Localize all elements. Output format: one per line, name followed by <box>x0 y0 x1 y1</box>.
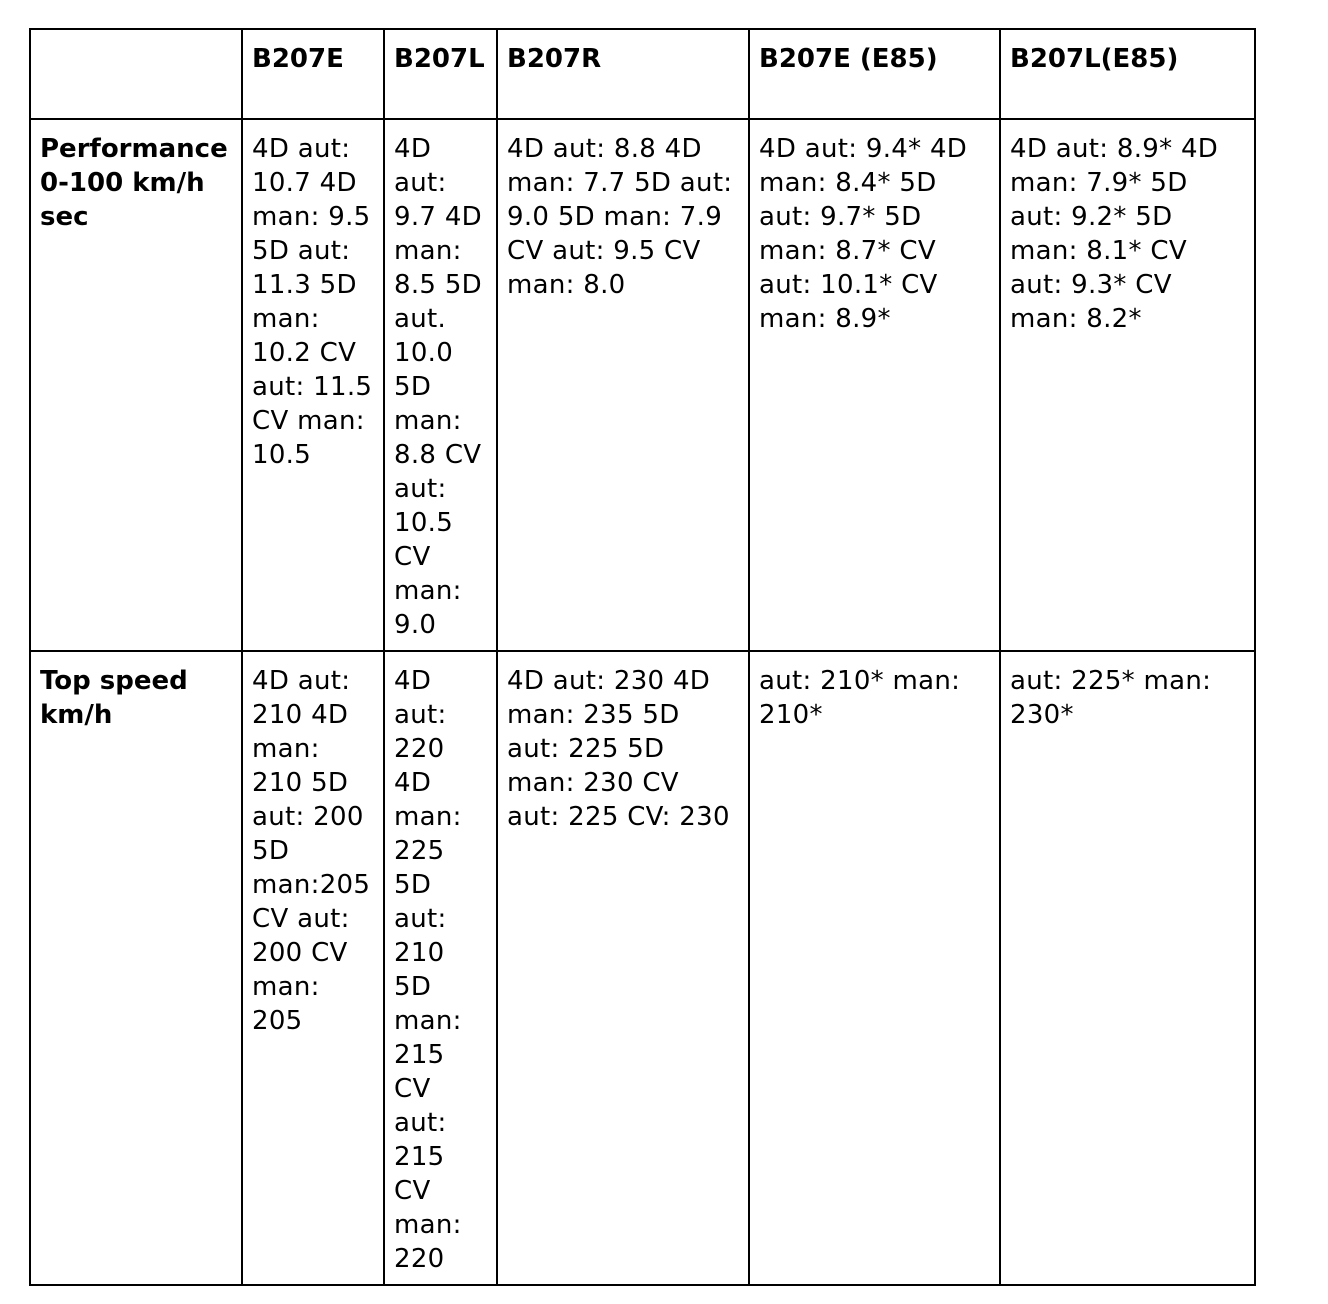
table-header-row <box>30 29 1255 119</box>
table-cell: 4D aut: 210 4D man: 210 5D aut: 200 5D man:205 CV aut: 200 CV man: 205 <box>242 651 384 1285</box>
table-cell: 4D aut: 9.4* 4D man: 8.4* 5D aut: 9.7* 5D man: 8.7* CV aut: 10.1* CV man: 8.9* <box>749 119 1000 651</box>
header-cell-empty <box>30 29 242 119</box>
header-cell-b207e-e85: B207E (E85) <box>749 29 1000 119</box>
table-row <box>30 651 1255 1285</box>
table-row <box>30 119 1255 651</box>
header-cell-b207e: B207E <box>242 29 384 119</box>
table-cell: 4D aut: 230 4D man: 235 5D aut: 225 5D man: 230 CV aut: 225 CV: 230 <box>497 651 749 1285</box>
header-cell-b207l-e85: B207L(E85) <box>1000 29 1255 119</box>
row-label-top-speed: Top speed km/h <box>30 651 242 1285</box>
row-label-performance: Performance 0-100 km/h sec <box>30 119 242 651</box>
table-cell: aut: 225* man: 230* <box>1000 651 1255 1285</box>
table-cell: aut: 210* man: 210* <box>749 651 1000 1285</box>
table-cell: 4D aut: 220 4D man: 225 5D aut: 210 5D man: 215 CV aut: 215 CV man: 220 <box>384 651 497 1285</box>
table-cell: 4D aut: 8.9* 4D man: 7.9* 5D aut: 9.2* 5D man: 8.1* CV aut: 9.3* CV man: 8.2* <box>1000 119 1255 651</box>
table-cell: 4D aut: 9.7 4D man: 8.5 5D aut. 10.0 5D man: 8.8 CV aut: 10.5 CV man: 9.0 <box>384 119 497 651</box>
table-cell: 4D aut: 10.7 4D man: 9.5 5D aut: 11.3 5D man: 10.2 CV aut: 11.5 CV man: 10.5 <box>242 119 384 651</box>
table-cell: 4D aut: 8.8 4D man: 7.7 5D aut: 9.0 5D man: 7.9 CV aut: 9.5 CV man: 8.0 <box>497 119 749 651</box>
header-cell-b207l: B207L <box>384 29 497 119</box>
header-cell-b207r: B207R <box>497 29 749 119</box>
engine-spec-table <box>29 28 1256 1286</box>
